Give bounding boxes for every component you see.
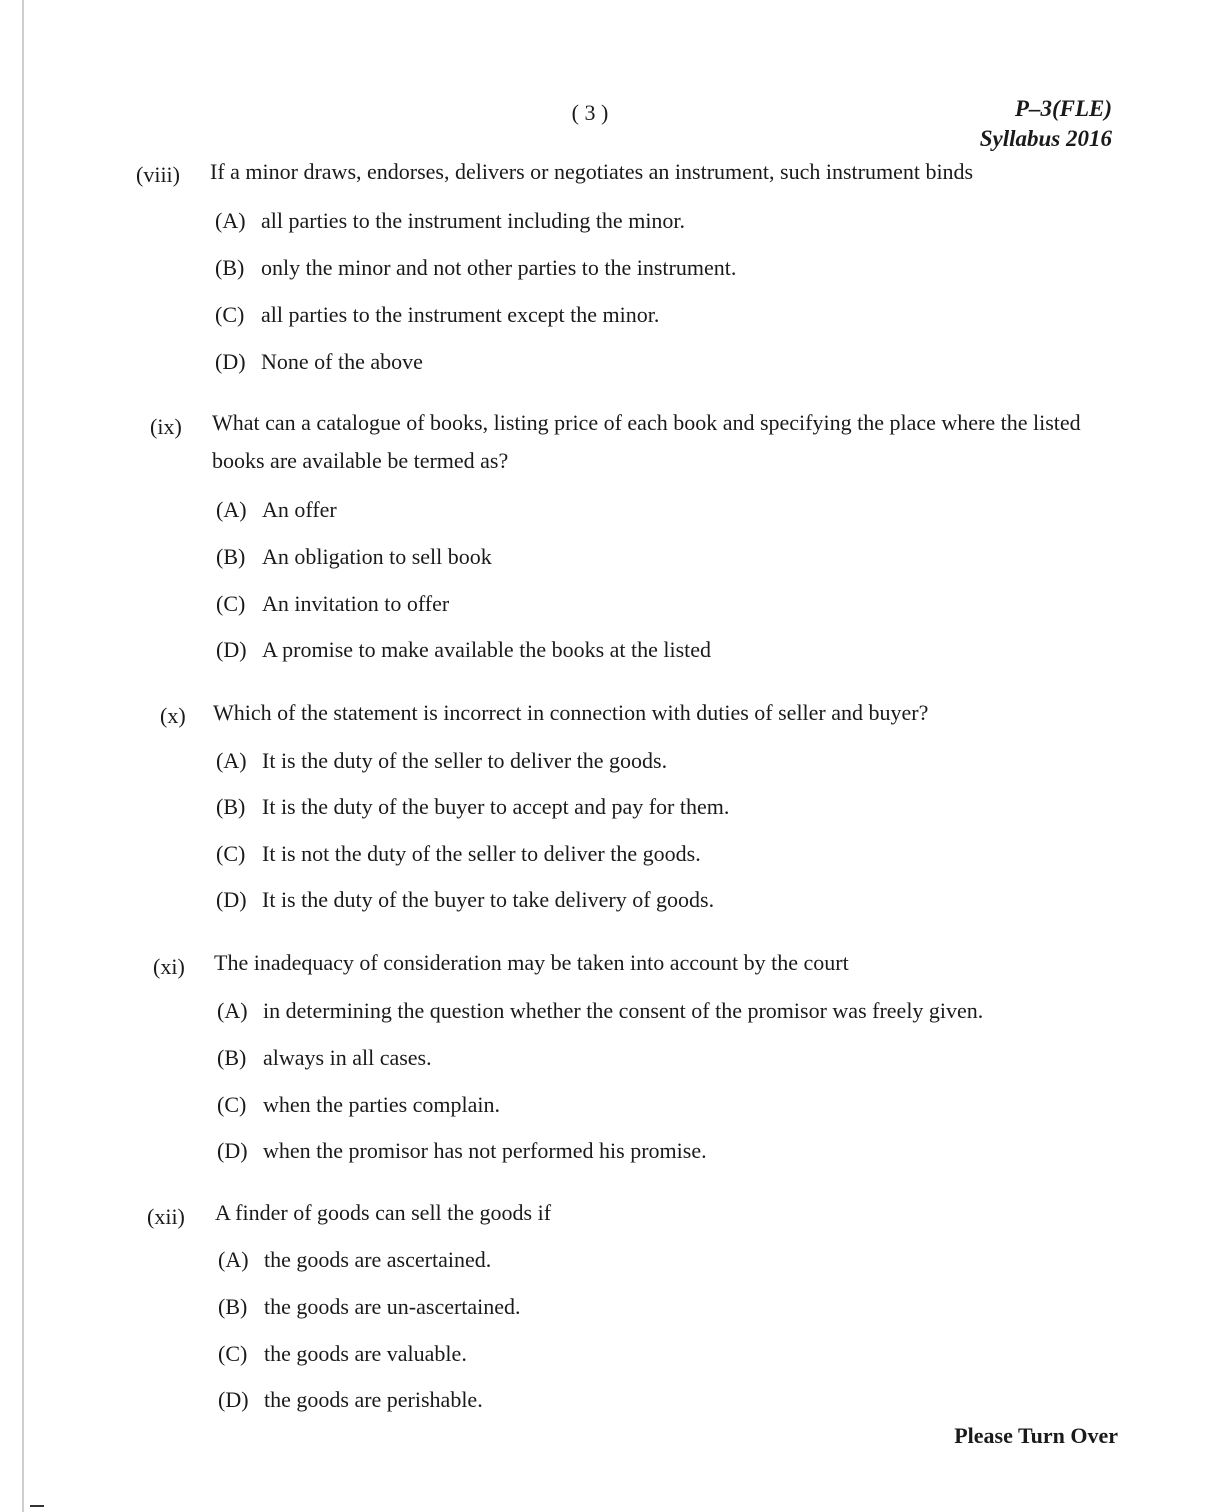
option-a xyxy=(216,497,337,523)
option-label: (D) xyxy=(216,887,247,912)
option-c xyxy=(218,1341,467,1367)
option-label: (A) xyxy=(217,998,248,1023)
option-text: all parties to the instrument including the minor. xyxy=(261,208,686,233)
option-text: always in all cases. xyxy=(263,1045,432,1070)
option-text: None of the above xyxy=(261,349,423,374)
option-a xyxy=(215,208,685,234)
option-c xyxy=(217,1092,500,1118)
option-label: (C) xyxy=(218,1341,248,1366)
option-d xyxy=(217,1138,707,1164)
question-text: If a minor draws, endorses, delivers or negotiates an instrument, such instrument binds xyxy=(210,159,974,184)
option-text: It is the duty of the seller to deliver the goods. xyxy=(262,748,668,773)
option-text: An offer xyxy=(262,497,337,522)
option-label: (C) xyxy=(215,302,245,327)
option-text: An invitation to offer xyxy=(262,591,450,616)
option-label: (C) xyxy=(217,1092,247,1117)
option-c xyxy=(215,302,659,328)
option-text: A promise to make available the books at the listed xyxy=(262,637,712,662)
option-a xyxy=(218,1247,491,1273)
question-text: A finder of goods can sell the goods if xyxy=(215,1200,552,1225)
option-b xyxy=(215,255,736,281)
option-b xyxy=(218,1294,521,1320)
header-right xyxy=(980,94,1112,154)
option-label: (D) xyxy=(218,1387,249,1412)
option-text: An obligation to sell book xyxy=(262,544,492,569)
option-text: the goods are perishable. xyxy=(264,1387,483,1412)
option-text: It is the duty of the buyer to take delivery of goods. xyxy=(262,887,715,912)
question-text: What can a catalogue of books, listing price of each book and specifying the place where the listed books are available be termed as? xyxy=(212,410,1081,473)
page-edge xyxy=(22,0,24,1512)
paper-code: P–3(FLE) xyxy=(1014,96,1112,121)
option-label: (B) xyxy=(215,255,245,280)
option-a xyxy=(216,748,667,774)
option-text: It is not the duty of the seller to deliver the goods. xyxy=(262,841,701,866)
option-label: (B) xyxy=(218,1294,248,1319)
corner-mark xyxy=(30,1505,44,1507)
option-c xyxy=(216,591,449,617)
option-label: (C) xyxy=(216,591,246,616)
option-text: when the promisor has not performed his promise. xyxy=(263,1138,707,1163)
option-label: (B) xyxy=(216,544,246,569)
question-text: The inadequacy of consideration may be taken into account by the court xyxy=(214,950,849,975)
question-number: (xi) xyxy=(153,954,185,979)
option-text: the goods are un-ascertained. xyxy=(264,1294,521,1319)
option-d xyxy=(216,637,711,663)
option-text: when the parties complain. xyxy=(263,1092,501,1117)
option-d xyxy=(215,349,423,375)
option-c xyxy=(216,841,701,867)
option-label: (A) xyxy=(218,1247,249,1272)
option-label: (A) xyxy=(216,497,247,522)
option-label: (B) xyxy=(217,1045,247,1070)
option-b xyxy=(217,1045,432,1071)
option-label: (B) xyxy=(216,794,246,819)
option-label: (D) xyxy=(215,349,246,374)
option-label: (D) xyxy=(216,637,247,662)
option-text: the goods are valuable. xyxy=(264,1341,467,1366)
option-text: all parties to the instrument except the minor. xyxy=(261,302,660,327)
option-b xyxy=(216,544,492,570)
syllabus-year: Syllabus 2016 xyxy=(979,126,1112,151)
option-text: the goods are ascertained. xyxy=(264,1247,492,1272)
option-b xyxy=(216,794,729,820)
question-number: (xii) xyxy=(147,1204,185,1229)
option-label: (A) xyxy=(215,208,246,233)
page-number: ( 3 ) xyxy=(571,100,609,125)
option-label: (A) xyxy=(216,748,247,773)
option-text: in determining the question whether the consent of the promisor was freely given. xyxy=(263,998,984,1023)
option-text: only the minor and not other parties to the instrument. xyxy=(261,255,737,280)
question-number: (x) xyxy=(160,703,186,728)
question-number: (viii) xyxy=(136,162,180,187)
option-label: (C) xyxy=(216,841,246,866)
option-a xyxy=(217,998,983,1024)
option-text: It is the duty of the buyer to accept and pay for them. xyxy=(262,794,730,819)
option-d xyxy=(216,887,714,913)
question-text: Which of the statement is incorrect in connection with duties of seller and buyer? xyxy=(213,700,929,725)
option-label: (D) xyxy=(217,1138,248,1163)
question-number: (ix) xyxy=(150,414,182,439)
option-d xyxy=(218,1387,483,1413)
footer-please-turn-over: Please Turn Over xyxy=(954,1423,1118,1448)
